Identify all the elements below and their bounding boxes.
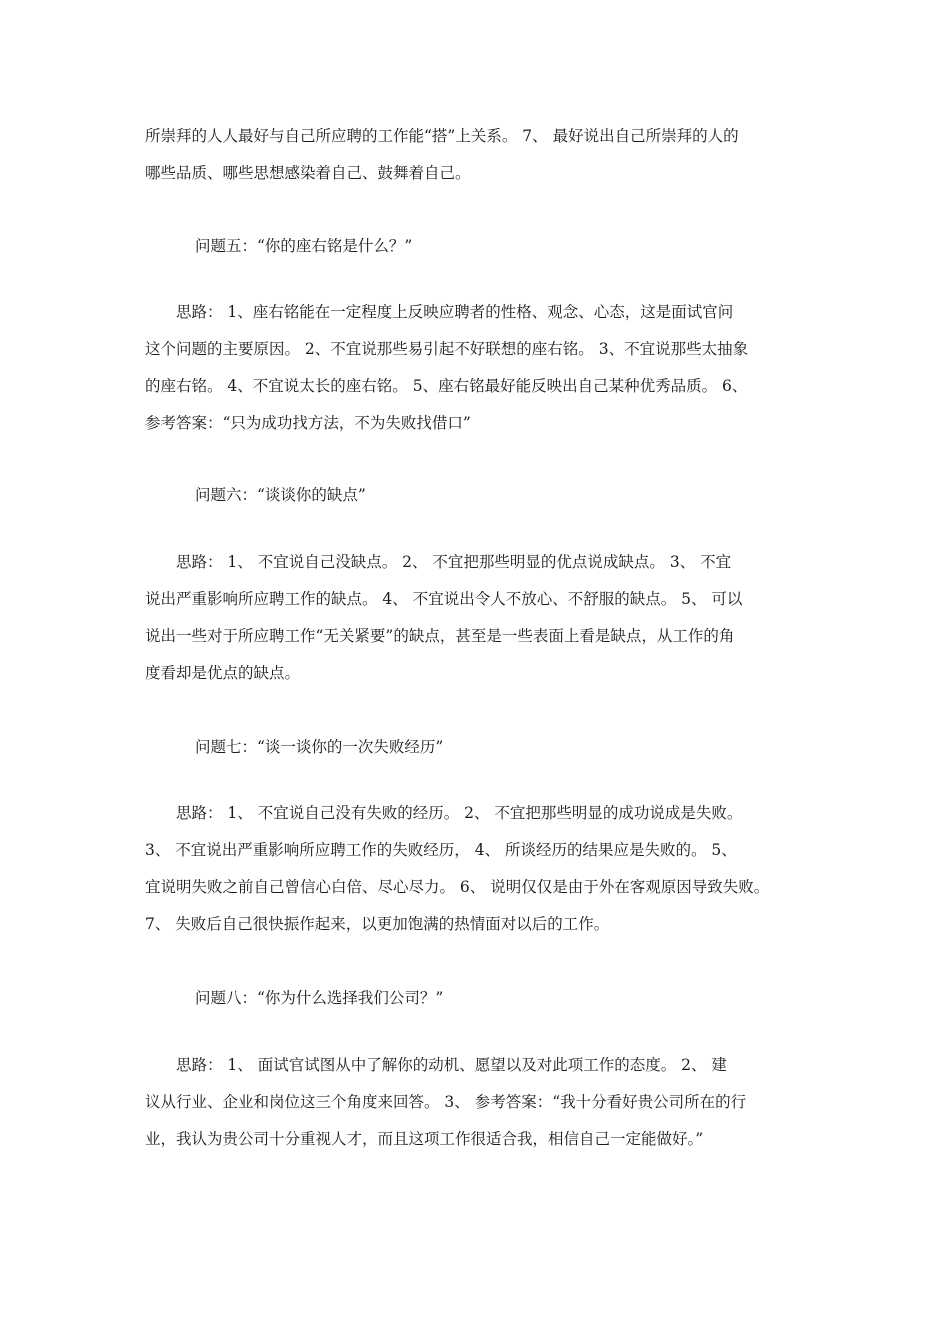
text-line: 参考答案：“只为成功找方法，不为失败找借口” xyxy=(145,414,471,432)
text-line: 宜说明失败之前自己曾信心白倍、尽心尽力。 6、 说明仅仅是由于外在客观原因导致失败。 xyxy=(145,878,770,896)
question-seven-heading: 问题七：“谈一谈你的一次失败经历” xyxy=(195,738,444,756)
question-six-heading: 问题六：“谈谈你的缺点” xyxy=(195,486,366,504)
text-line: 思路： 1、 不宜说自己没有失败的经历。 2、 不宜把那些明显的成功说成是失败。 xyxy=(145,804,743,822)
intro-paragraph xyxy=(145,118,815,192)
text-line: 议从行业、企业和岗位这三个角度来回答。 3、 参考答案：“我十分看好贵公司所在的行 xyxy=(145,1093,747,1111)
text-line: 思路： 1、 面试官试图从中了解你的动机、愿望以及对此项工作的态度。 2、 建 xyxy=(145,1056,727,1074)
question-seven-answer xyxy=(145,795,815,943)
text-line: 的座右铭。 4、不宜说太长的座右铭。 5、座右铭最好能反映出自己某种优秀品质。 6、 xyxy=(145,377,748,395)
text-line: 说出一些对于所应聘工作“无关紧要”的缺点，甚至是一些表面上看是缺点，从工作的角 xyxy=(145,627,735,645)
text-line: 3、 不宜说出严重影响所应聘工作的失败经历， 4、 所谈经历的结果应是失败的。 5、 xyxy=(145,841,737,859)
text-line: 说出严重影响所应聘工作的缺点。 4、 不宜说出令人不放心、不舒服的缺点。 5、 可以 xyxy=(145,590,743,608)
text-line: 7、 失败后自己很快振作起来，以更加饱满的热情面对以后的工作。 xyxy=(145,915,610,933)
question-six-answer xyxy=(145,544,815,692)
text-line: 这个问题的主要原因。 2、不宜说那些易引起不好联想的座右铭。 3、不宜说那些太抽象 xyxy=(145,340,749,358)
text-line: 思路： 1、座右铭能在一定程度上反映应聘者的性格、观念、心态，这是面试官问 xyxy=(145,303,734,321)
text-line: 哪些品质、哪些思想感染着自己、鼓舞着自己。 xyxy=(145,164,471,182)
text-line: 思路： 1、 不宜说自己没缺点。 2、 不宜把那些明显的优点说成缺点。 3、 不宜 xyxy=(145,553,732,571)
question-five-heading: 问题五：“你的座右铭是什么？” xyxy=(195,237,413,255)
question-eight-heading: 问题八：“你为什么选择我们公司？” xyxy=(195,989,444,1007)
question-eight-answer xyxy=(145,1047,815,1158)
question-five-answer xyxy=(145,294,815,442)
text-line: 业，我认为贵公司十分重视人才，而且这项工作很适合我，相信自己一定能做好。” xyxy=(145,1130,704,1148)
text-line: 度看却是优点的缺点。 xyxy=(145,664,301,682)
text-line: 所崇拜的人人最好与自己所应聘的工作能“搭”上关系。 7、 最好说出自己所崇拜的人的 xyxy=(145,127,739,145)
